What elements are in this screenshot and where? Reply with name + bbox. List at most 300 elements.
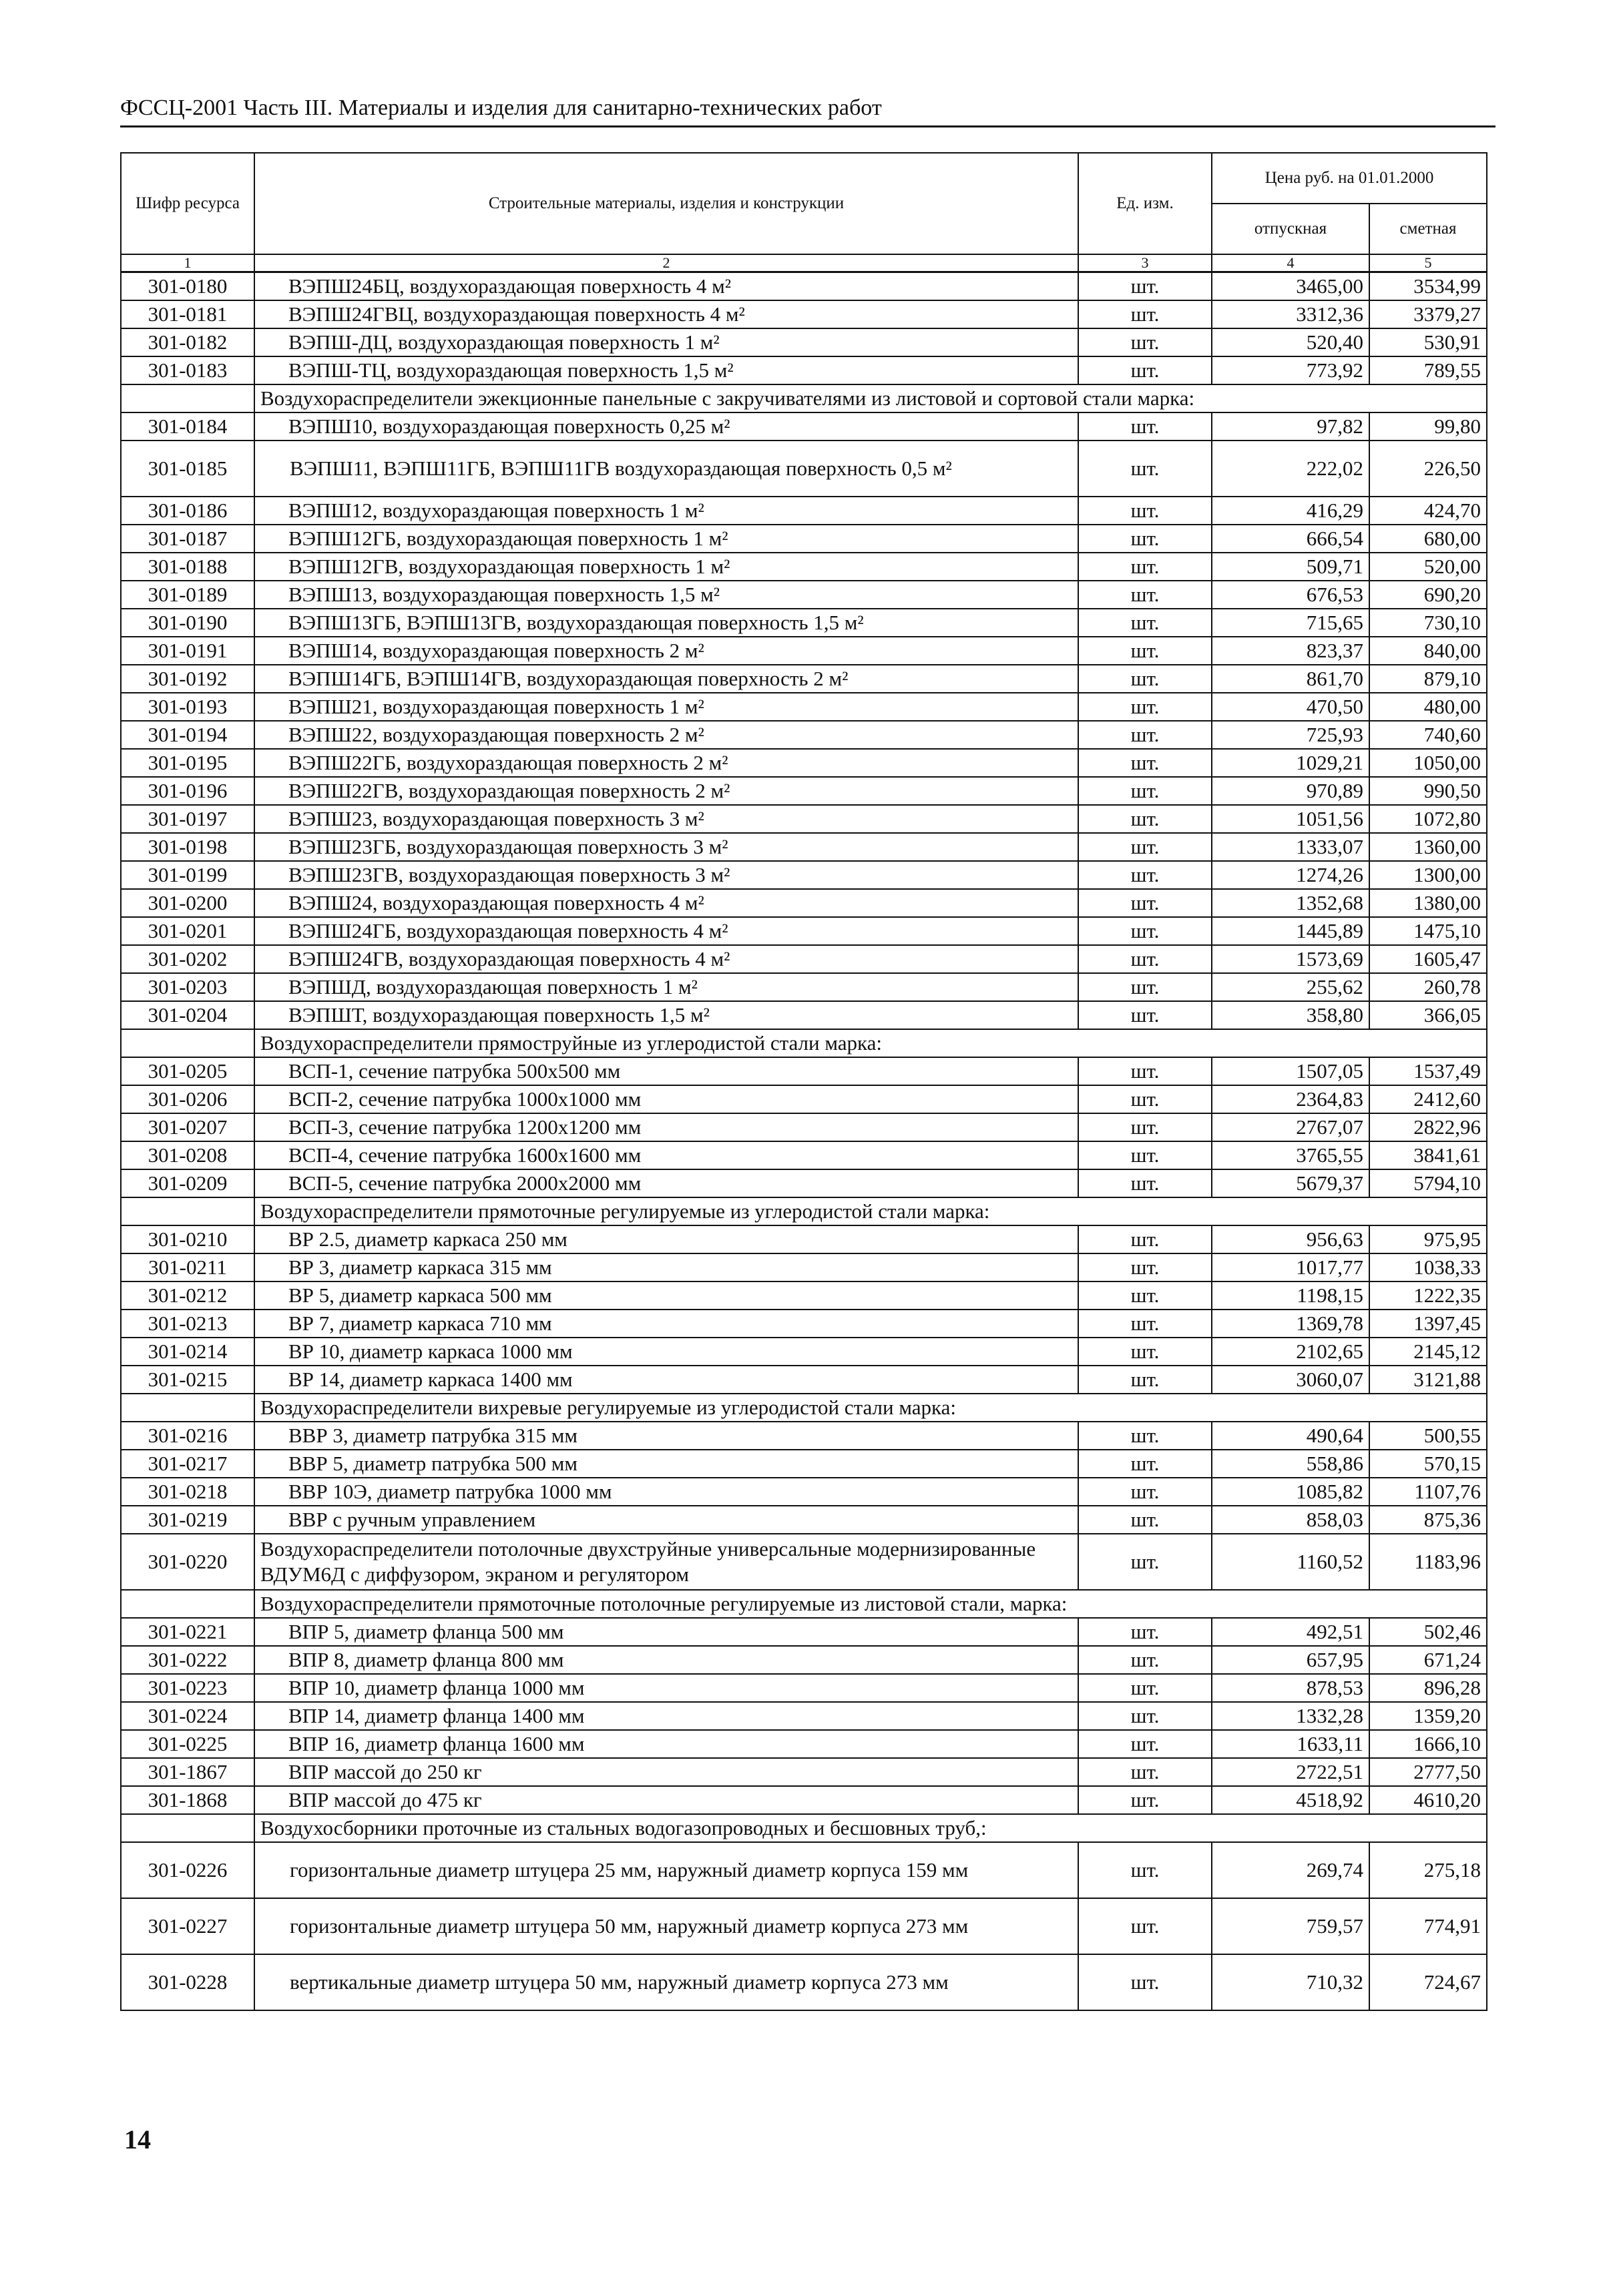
estimate-price: 690,20 xyxy=(1369,581,1487,609)
unit: шт. xyxy=(1078,1366,1212,1394)
price-table xyxy=(120,152,1486,2011)
resource-code: 301-0216 xyxy=(121,1422,254,1450)
release-price: 490,64 xyxy=(1212,1422,1369,1450)
release-price: 3465,00 xyxy=(1212,272,1369,301)
table-row xyxy=(121,609,1487,637)
estimate-price: 975,95 xyxy=(1369,1225,1487,1253)
column-number: 1 xyxy=(121,254,254,272)
resource-code: 301-0188 xyxy=(121,553,254,581)
unit: шт. xyxy=(1078,1786,1212,1814)
resource-code: 301-0199 xyxy=(121,861,254,889)
material-name: ВЭПШ21, воздухораздающая поверхность 1 м² xyxy=(254,693,1078,721)
resource-code: 301-0183 xyxy=(121,356,254,384)
resource-code: 301-0217 xyxy=(121,1450,254,1478)
material-name: ВЭПШ24ГБ, воздухораздающая поверхность 4 м² xyxy=(254,917,1078,945)
column-number: 5 xyxy=(1369,254,1487,272)
resource-code: 301-0222 xyxy=(121,1646,254,1674)
table-row xyxy=(121,749,1487,777)
resource-code: 301-0193 xyxy=(121,693,254,721)
resource-code: 301-0196 xyxy=(121,777,254,805)
material-name: ВЭПШ22ГВ, воздухораздающая поверхность 2 м² xyxy=(254,777,1078,805)
resource-code: 301-0202 xyxy=(121,945,254,973)
release-price: 222,02 xyxy=(1212,441,1369,497)
header-unit: Ед. изм. xyxy=(1078,153,1212,254)
table-row xyxy=(121,300,1487,328)
release-price: 1085,82 xyxy=(1212,1478,1369,1506)
group-heading: Воздухораспределители вихревые регулируемые из углеродистой стали марка: xyxy=(254,1394,1487,1422)
material-name: ВЭПШ22, воздухораздающая поверхность 2 м² xyxy=(254,721,1078,749)
estimate-price: 275,18 xyxy=(1369,1842,1487,1898)
release-price: 773,92 xyxy=(1212,356,1369,384)
estimate-price: 990,50 xyxy=(1369,777,1487,805)
estimate-price: 1072,80 xyxy=(1369,805,1487,833)
release-price: 878,53 xyxy=(1212,1674,1369,1702)
table-row xyxy=(121,1085,1487,1113)
material-name: ВЭПШ24, воздухораздающая поверхность 4 м² xyxy=(254,889,1078,917)
table-row xyxy=(121,1450,1487,1478)
estimate-price: 520,00 xyxy=(1369,553,1487,581)
estimate-price: 1107,76 xyxy=(1369,1478,1487,1506)
release-price: 2102,65 xyxy=(1212,1338,1369,1366)
release-price: 3312,36 xyxy=(1212,300,1369,328)
material-name: ВЭПШ-ДЦ, воздухораздающая поверхность 1 м² xyxy=(254,328,1078,356)
estimate-price: 1537,49 xyxy=(1369,1057,1487,1085)
estimate-price: 724,67 xyxy=(1369,1954,1487,2010)
material-name: ВЭПШ12ГБ, воздухораздающая поверхность 1 м² xyxy=(254,525,1078,553)
unit: шт. xyxy=(1078,889,1212,917)
release-price: 97,82 xyxy=(1212,412,1369,441)
group-heading: Воздухораспределители прямоточные регулируемые из углеродистой стали марка: xyxy=(254,1197,1487,1225)
unit: шт. xyxy=(1078,861,1212,889)
release-price: 1445,89 xyxy=(1212,917,1369,945)
material-name: ВЭПШ13, воздухораздающая поверхность 1,5 м² xyxy=(254,581,1078,609)
table-row xyxy=(121,1338,1487,1366)
table-row xyxy=(121,441,1487,497)
resource-code: 301-0197 xyxy=(121,805,254,833)
table-row xyxy=(121,1898,1487,1954)
table-row xyxy=(121,525,1487,553)
release-price: 2722,51 xyxy=(1212,1758,1369,1786)
page-header-title: ФССЦ-2001 Часть III. Материалы и изделия для санитарно-технических работ xyxy=(120,93,1496,127)
material-name: ВЭПШ14, воздухораздающая поверхность 2 м² xyxy=(254,637,1078,665)
release-price: 710,32 xyxy=(1212,1954,1369,2010)
material-name: ВВР 10Э, диаметр патрубка 1000 мм xyxy=(254,1478,1078,1506)
material-name: ВСП-1, сечение патрубка 500х500 мм xyxy=(254,1057,1078,1085)
resource-code: 301-0228 xyxy=(121,1954,254,2010)
unit: шт. xyxy=(1078,441,1212,497)
resource-code: 301-0198 xyxy=(121,833,254,861)
header-release-price: отпускная xyxy=(1212,204,1369,254)
unit: шт. xyxy=(1078,1310,1212,1338)
group-heading-row xyxy=(121,1029,1487,1057)
unit: шт. xyxy=(1078,1702,1212,1730)
header-code: Шифр ресурса xyxy=(121,153,254,254)
material-name: ВР 2.5, диаметр каркаса 250 мм xyxy=(254,1225,1078,1253)
release-price: 509,71 xyxy=(1212,553,1369,581)
unit: шт. xyxy=(1078,1646,1212,1674)
release-price: 725,93 xyxy=(1212,721,1369,749)
table-header-row xyxy=(121,153,1487,204)
unit: шт. xyxy=(1078,693,1212,721)
estimate-price: 2145,12 xyxy=(1369,1338,1487,1366)
group-code-cell xyxy=(121,1029,254,1057)
release-price: 1333,07 xyxy=(1212,833,1369,861)
unit: шт. xyxy=(1078,1225,1212,1253)
material-name: ВЭПШТ, воздухораздающая поверхность 1,5 м² xyxy=(254,1001,1078,1029)
release-price: 4518,92 xyxy=(1212,1786,1369,1814)
estimate-price: 680,00 xyxy=(1369,525,1487,553)
resource-code: 301-0192 xyxy=(121,665,254,693)
release-price: 1160,52 xyxy=(1212,1534,1369,1590)
unit: шт. xyxy=(1078,609,1212,637)
release-price: 1369,78 xyxy=(1212,1310,1369,1338)
resource-code: 301-0195 xyxy=(121,749,254,777)
estimate-price: 1038,33 xyxy=(1369,1253,1487,1281)
material-name: ВЭПШ23, воздухораздающая поверхность 3 м² xyxy=(254,805,1078,833)
table-row xyxy=(121,497,1487,525)
group-heading: Воздухораспределители прямоточные потолочные регулируемые из листовой стали, марка: xyxy=(254,1590,1487,1618)
release-price: 1352,68 xyxy=(1212,889,1369,917)
release-price: 269,74 xyxy=(1212,1842,1369,1898)
release-price: 1573,69 xyxy=(1212,945,1369,973)
table-row xyxy=(121,693,1487,721)
estimate-price: 480,00 xyxy=(1369,693,1487,721)
material-name: горизонтальные диаметр штуцера 50 мм, наружный диаметр корпуса 273 мм xyxy=(254,1898,1078,1954)
unit: шт. xyxy=(1078,328,1212,356)
table-row xyxy=(121,553,1487,581)
unit: шт. xyxy=(1078,945,1212,973)
material-name: ВР 7, диаметр каркаса 710 мм xyxy=(254,1310,1078,1338)
resource-code: 301-0211 xyxy=(121,1253,254,1281)
release-price: 416,29 xyxy=(1212,497,1369,525)
material-name: горизонтальные диаметр штуцера 25 мм, наружный диаметр корпуса 159 мм xyxy=(254,1842,1078,1898)
table-row xyxy=(121,412,1487,441)
estimate-price: 1666,10 xyxy=(1369,1730,1487,1758)
resource-code: 301-0215 xyxy=(121,1366,254,1394)
material-name: ВПР массой до 250 кг xyxy=(254,1758,1078,1786)
group-heading: Воздухосборники проточные из стальных водогазопроводных и бесшовных труб,: xyxy=(254,1814,1487,1842)
material-name: ВСП-5, сечение патрубка 2000х2000 мм xyxy=(254,1169,1078,1197)
material-name: ВР 3, диаметр каркаса 315 мм xyxy=(254,1253,1078,1281)
unit: шт. xyxy=(1078,1338,1212,1366)
unit: шт. xyxy=(1078,1169,1212,1197)
resource-code: 301-0218 xyxy=(121,1478,254,1506)
unit: шт. xyxy=(1078,1534,1212,1590)
unit: шт. xyxy=(1078,1141,1212,1169)
estimate-price: 774,91 xyxy=(1369,1898,1487,1954)
unit: шт. xyxy=(1078,1898,1212,1954)
group-code-cell xyxy=(121,1814,254,1842)
table-row xyxy=(121,1057,1487,1085)
column-number: 4 xyxy=(1212,254,1369,272)
table-row xyxy=(121,1366,1487,1394)
header-price: Цена руб. на 01.01.2000 xyxy=(1212,153,1487,204)
resource-code: 301-0214 xyxy=(121,1338,254,1366)
resource-code: 301-0219 xyxy=(121,1506,254,1534)
resource-code: 301-0221 xyxy=(121,1618,254,1646)
table-row xyxy=(121,1954,1487,2010)
unit: шт. xyxy=(1078,1506,1212,1534)
table-row xyxy=(121,356,1487,384)
unit: шт. xyxy=(1078,1618,1212,1646)
resource-code: 301-0185 xyxy=(121,441,254,497)
unit: шт. xyxy=(1078,917,1212,945)
unit: шт. xyxy=(1078,805,1212,833)
table-row xyxy=(121,1422,1487,1450)
estimate-price: 226,50 xyxy=(1369,441,1487,497)
resource-code: 301-0189 xyxy=(121,581,254,609)
resource-code: 301-0182 xyxy=(121,328,254,356)
release-price: 1198,15 xyxy=(1212,1281,1369,1310)
unit: шт. xyxy=(1078,1001,1212,1029)
estimate-price: 500,55 xyxy=(1369,1422,1487,1450)
material-name: ВВР 3, диаметр патрубка 315 мм xyxy=(254,1422,1078,1450)
page-number: 14 xyxy=(124,2124,151,2155)
material-name: ВВР с ручным управлением xyxy=(254,1506,1078,1534)
estimate-price: 3841,61 xyxy=(1369,1141,1487,1169)
table-row xyxy=(121,777,1487,805)
material-name: вертикальные диаметр штуцера 50 мм, наружный диаметр корпуса 273 мм xyxy=(254,1954,1078,2010)
resource-code: 301-0208 xyxy=(121,1141,254,1169)
release-price: 956,63 xyxy=(1212,1225,1369,1253)
material-name: ВЭПШ24БЦ, воздухораздающая поверхность 4 м² xyxy=(254,272,1078,301)
table-row xyxy=(121,1253,1487,1281)
material-name: ВПР 10, диаметр фланца 1000 мм xyxy=(254,1674,1078,1702)
estimate-price: 789,55 xyxy=(1369,356,1487,384)
material-name: ВЭПШ13ГБ, ВЭПШ13ГВ, воздухораздающая поверхность 1,5 м² xyxy=(254,609,1078,637)
estimate-price: 1050,00 xyxy=(1369,749,1487,777)
release-price: 255,62 xyxy=(1212,973,1369,1001)
estimate-price: 2822,96 xyxy=(1369,1113,1487,1141)
release-price: 861,70 xyxy=(1212,665,1369,693)
estimate-price: 3534,99 xyxy=(1369,272,1487,301)
estimate-price: 879,10 xyxy=(1369,665,1487,693)
material-name: ВЭПШ10, воздухораздающая поверхность 0,25 м² xyxy=(254,412,1078,441)
material-name: ВЭПШ23ГБ, воздухораздающая поверхность 3 м² xyxy=(254,833,1078,861)
resource-code: 301-0203 xyxy=(121,973,254,1001)
unit: шт. xyxy=(1078,637,1212,665)
release-price: 1507,05 xyxy=(1212,1057,1369,1085)
release-price: 558,86 xyxy=(1212,1450,1369,1478)
resource-code: 301-0226 xyxy=(121,1842,254,1898)
estimate-price: 1222,35 xyxy=(1369,1281,1487,1310)
release-price: 358,80 xyxy=(1212,1001,1369,1029)
material-name: ВР 5, диаметр каркаса 500 мм xyxy=(254,1281,1078,1310)
resource-code: 301-0227 xyxy=(121,1898,254,1954)
material-name: ВПР 5, диаметр фланца 500 мм xyxy=(254,1618,1078,1646)
table-row xyxy=(121,665,1487,693)
estimate-price: 1475,10 xyxy=(1369,917,1487,945)
group-code-cell xyxy=(121,1590,254,1618)
release-price: 1029,21 xyxy=(1212,749,1369,777)
table-row xyxy=(121,1842,1487,1898)
resource-code: 301-0200 xyxy=(121,889,254,917)
material-name: ВСП-2, сечение патрубка 1000х1000 мм xyxy=(254,1085,1078,1113)
group-code-cell xyxy=(121,1197,254,1225)
table-row xyxy=(121,1478,1487,1506)
release-price: 823,37 xyxy=(1212,637,1369,665)
material-name: Воздухораспределители потолочные двухструйные универсальные модернизированные ВДУМ6Д с диффузором, экраном и регулятором xyxy=(254,1534,1078,1590)
release-price: 2364,83 xyxy=(1212,1085,1369,1113)
material-name: ВЭПШ12ГВ, воздухораздающая поверхность 1 м² xyxy=(254,553,1078,581)
group-heading-row xyxy=(121,1814,1487,1842)
unit: шт. xyxy=(1078,749,1212,777)
group-code-cell xyxy=(121,384,254,412)
material-name: ВЭПШ22ГБ, воздухораздающая поверхность 2 м² xyxy=(254,749,1078,777)
resource-code: 301-0225 xyxy=(121,1730,254,1758)
resource-code: 301-0224 xyxy=(121,1702,254,1730)
release-price: 666,54 xyxy=(1212,525,1369,553)
release-price: 759,57 xyxy=(1212,1898,1369,1954)
unit: шт. xyxy=(1078,973,1212,1001)
estimate-price: 3379,27 xyxy=(1369,300,1487,328)
estimate-price: 2777,50 xyxy=(1369,1758,1487,1786)
resource-code: 301-0201 xyxy=(121,917,254,945)
release-price: 1017,77 xyxy=(1212,1253,1369,1281)
unit: шт. xyxy=(1078,300,1212,328)
release-price: 657,95 xyxy=(1212,1646,1369,1674)
table-row xyxy=(121,581,1487,609)
material-name: ВЭПШД, воздухораздающая поверхность 1 м² xyxy=(254,973,1078,1001)
column-number: 2 xyxy=(254,254,1078,272)
material-name: ВР 14, диаметр каркаса 1400 мм xyxy=(254,1366,1078,1394)
unit: шт. xyxy=(1078,272,1212,301)
table-row xyxy=(121,1786,1487,1814)
unit: шт. xyxy=(1078,1730,1212,1758)
material-name: ВЭПШ11, ВЭПШ11ГБ, ВЭПШ11ГВ воздухораздающая поверхность 0,5 м² xyxy=(254,441,1078,497)
table-row xyxy=(121,1225,1487,1253)
estimate-price: 2412,60 xyxy=(1369,1085,1487,1113)
material-name: ВСП-3, сечение патрубка 1200х1200 мм xyxy=(254,1113,1078,1141)
table-row xyxy=(121,1113,1487,1141)
release-price: 1633,11 xyxy=(1212,1730,1369,1758)
unit: шт. xyxy=(1078,581,1212,609)
release-price: 970,89 xyxy=(1212,777,1369,805)
table-row xyxy=(121,1534,1487,1590)
unit: шт. xyxy=(1078,1085,1212,1113)
table-row xyxy=(121,1674,1487,1702)
estimate-price: 840,00 xyxy=(1369,637,1487,665)
unit: шт. xyxy=(1078,1674,1212,1702)
material-name: ВПР 8, диаметр фланца 800 мм xyxy=(254,1646,1078,1674)
resource-code: 301-0223 xyxy=(121,1674,254,1702)
table-row xyxy=(121,1169,1487,1197)
table-row xyxy=(121,1646,1487,1674)
unit: шт. xyxy=(1078,356,1212,384)
resource-code: 301-0207 xyxy=(121,1113,254,1141)
release-price: 520,40 xyxy=(1212,328,1369,356)
estimate-price: 1397,45 xyxy=(1369,1310,1487,1338)
estimate-price: 5794,10 xyxy=(1369,1169,1487,1197)
unit: шт. xyxy=(1078,1842,1212,1898)
unit: шт. xyxy=(1078,1478,1212,1506)
estimate-price: 1380,00 xyxy=(1369,889,1487,917)
resource-code: 301-1867 xyxy=(121,1758,254,1786)
unit: шт. xyxy=(1078,1422,1212,1450)
unit: шт. xyxy=(1078,525,1212,553)
unit: шт. xyxy=(1078,833,1212,861)
resource-code: 301-1868 xyxy=(121,1786,254,1814)
header-name: Строительные материалы, изделия и конструкции xyxy=(254,153,1078,254)
estimate-price: 1605,47 xyxy=(1369,945,1487,973)
table-row xyxy=(121,1506,1487,1534)
resource-code: 301-0204 xyxy=(121,1001,254,1029)
release-price: 1332,28 xyxy=(1212,1702,1369,1730)
estimate-price: 875,36 xyxy=(1369,1506,1487,1534)
estimate-price: 730,10 xyxy=(1369,609,1487,637)
material-name: ВВР 5, диаметр патрубка 500 мм xyxy=(254,1450,1078,1478)
resource-code: 301-0180 xyxy=(121,272,254,301)
resource-code: 301-0191 xyxy=(121,637,254,665)
material-name: ВЭПШ24ГВЦ, воздухораздающая поверхность 4 м² xyxy=(254,300,1078,328)
estimate-price: 896,28 xyxy=(1369,1674,1487,1702)
table-row xyxy=(121,637,1487,665)
material-name: ВПР 14, диаметр фланца 1400 мм xyxy=(254,1702,1078,1730)
material-name: ВПР 16, диаметр фланца 1600 мм xyxy=(254,1730,1078,1758)
estimate-price: 4610,20 xyxy=(1369,1786,1487,1814)
column-number: 3 xyxy=(1078,254,1212,272)
group-heading-row xyxy=(121,1197,1487,1225)
release-price: 676,53 xyxy=(1212,581,1369,609)
table-row xyxy=(121,945,1487,973)
unit: шт. xyxy=(1078,1758,1212,1786)
estimate-price: 1300,00 xyxy=(1369,861,1487,889)
unit: шт. xyxy=(1078,1954,1212,2010)
resource-code: 301-0205 xyxy=(121,1057,254,1085)
material-name: ВЭПШ23ГВ, воздухораздающая поверхность 3 м² xyxy=(254,861,1078,889)
unit: шт. xyxy=(1078,1281,1212,1310)
table-row xyxy=(121,272,1487,301)
material-name: ВПР массой до 475 кг xyxy=(254,1786,1078,1814)
column-number-row xyxy=(121,254,1487,272)
resource-code: 301-0210 xyxy=(121,1225,254,1253)
resource-code: 301-0213 xyxy=(121,1310,254,1338)
resource-code: 301-0184 xyxy=(121,412,254,441)
release-price: 492,51 xyxy=(1212,1618,1369,1646)
release-price: 1274,26 xyxy=(1212,861,1369,889)
unit: шт. xyxy=(1078,665,1212,693)
table-row xyxy=(121,889,1487,917)
group-heading-row xyxy=(121,1394,1487,1422)
resource-code: 301-0209 xyxy=(121,1169,254,1197)
resource-code: 301-0186 xyxy=(121,497,254,525)
estimate-price: 3121,88 xyxy=(1369,1366,1487,1394)
unit: шт. xyxy=(1078,1450,1212,1478)
unit: шт. xyxy=(1078,1113,1212,1141)
estimate-price: 530,91 xyxy=(1369,328,1487,356)
estimate-price: 260,78 xyxy=(1369,973,1487,1001)
estimate-price: 1183,96 xyxy=(1369,1534,1487,1590)
estimate-price: 1359,20 xyxy=(1369,1702,1487,1730)
table-row xyxy=(121,917,1487,945)
resource-code: 301-0190 xyxy=(121,609,254,637)
group-code-cell xyxy=(121,1394,254,1422)
release-price: 3765,55 xyxy=(1212,1141,1369,1169)
release-price: 3060,07 xyxy=(1212,1366,1369,1394)
unit: шт. xyxy=(1078,1057,1212,1085)
table-row xyxy=(121,1141,1487,1169)
table-row xyxy=(121,1702,1487,1730)
estimate-price: 740,60 xyxy=(1369,721,1487,749)
table-row xyxy=(121,328,1487,356)
table-row xyxy=(121,805,1487,833)
table-row xyxy=(121,1758,1487,1786)
release-price: 715,65 xyxy=(1212,609,1369,637)
material-name: ВЭПШ24ГВ, воздухораздающая поверхность 4 м² xyxy=(254,945,1078,973)
resource-code: 301-0220 xyxy=(121,1534,254,1590)
estimate-price: 1360,00 xyxy=(1369,833,1487,861)
material-name: ВСП-4, сечение патрубка 1600х1600 мм xyxy=(254,1141,1078,1169)
